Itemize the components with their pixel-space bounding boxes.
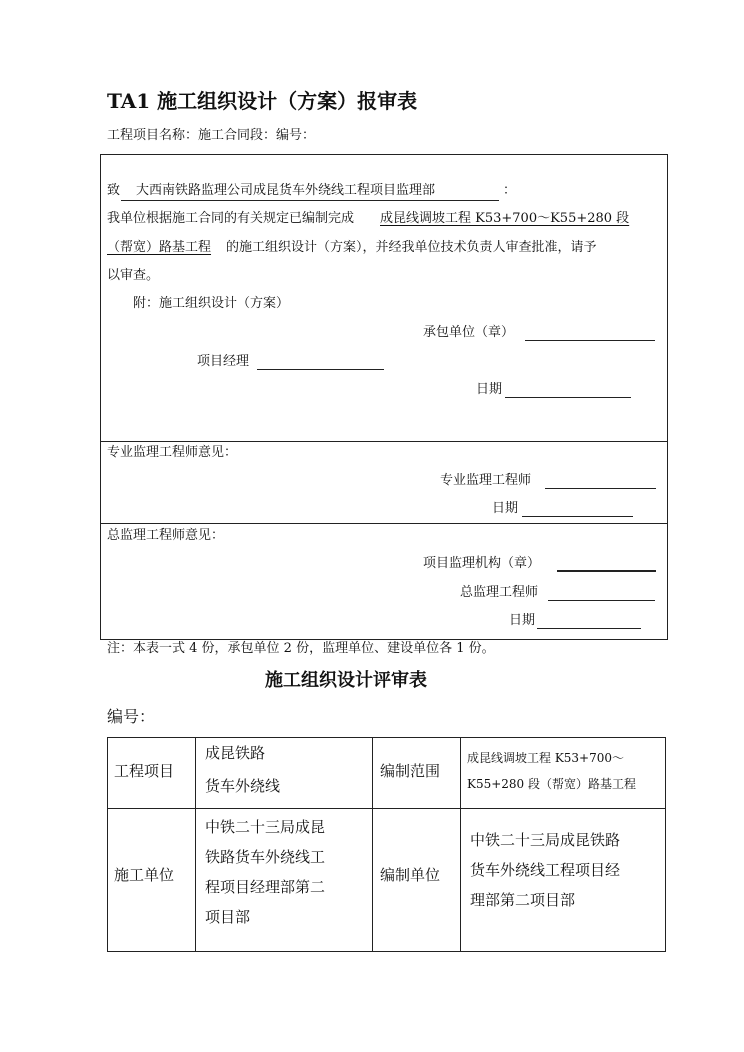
contractor-signature-line[interactable] — [525, 340, 655, 341]
date-label: 日期 — [509, 613, 536, 628]
body-scope: （帮宽）路基工程 — [107, 240, 212, 255]
contractor-label: 承包单位（章） — [423, 325, 515, 340]
divider — [100, 441, 667, 442]
header-contractor: 施工单位 — [114, 866, 175, 884]
spec-engineer-label: 专业监理工程师 — [440, 473, 532, 488]
org-signature-line[interactable] — [557, 570, 656, 572]
body-scope: 成昆线调坡工程 K53+700～K55+280 段 — [380, 211, 630, 226]
to-prefix: 致 — [107, 183, 121, 198]
chief-engineer-label: 总监理工程师 — [460, 585, 539, 600]
date-line[interactable] — [537, 628, 641, 629]
scope-value: 成昆线调坡工程 K53+700～ — [467, 751, 625, 765]
chief-signature-line[interactable] — [548, 600, 655, 601]
row-divider — [107, 808, 665, 809]
divider — [100, 523, 667, 524]
page-title: TA1 施工组织设计（方案）报审表 — [107, 89, 418, 113]
contractor-value — [205, 812, 325, 932]
text-line: 项目部 — [205, 908, 251, 926]
author-unit-value — [470, 825, 620, 915]
attachment-text: 附：施工组织设计（方案） — [133, 296, 290, 311]
date-line[interactable] — [522, 516, 633, 517]
project-value: 成昆铁路 — [205, 744, 266, 762]
project-info-line: 工程项目名称：施工合同段：编号： — [107, 128, 316, 143]
body-text: 的施工组织设计（方案），并经我单位技术负责人审查批准，请予 — [226, 240, 597, 255]
text-line: 铁路货车外绕线工 — [205, 848, 326, 866]
spec-opinion-label: 专业监理工程师意见： — [107, 445, 238, 460]
date-label: 日期 — [492, 501, 519, 516]
project-value: 货车外绕线 — [205, 777, 281, 795]
pm-signature-line[interactable] — [257, 369, 384, 370]
text-line: 中铁二十三局成昆 — [205, 818, 326, 836]
note: 注：本表一式 4 份，承包单位 2 份，监理单位、建设单位各 1 份。 — [107, 641, 495, 656]
colon: ： — [503, 183, 517, 198]
col-divider — [460, 737, 461, 951]
header-author-unit: 编制单位 — [380, 866, 441, 884]
pm-label: 项目经理 — [197, 354, 250, 369]
recipient-name: 大西南铁路监理公司成昆货车外绕线工程项目监理部 — [136, 183, 436, 198]
text-line: 程项目经理部第二 — [205, 878, 326, 896]
col-divider — [195, 737, 196, 951]
date-line[interactable] — [505, 397, 631, 398]
spec-signature-line[interactable] — [545, 488, 656, 489]
col-divider — [372, 737, 373, 951]
body-text: 我单位根据施工合同的有关规定已编制完成 — [107, 211, 355, 226]
number-label: 编号： — [107, 707, 156, 726]
text-line: 理部第二项目部 — [470, 891, 576, 909]
body-text: 以审查。 — [107, 268, 160, 283]
scope-value: K55+280 段（帮宽）路基工程 — [467, 777, 637, 791]
text-line: 中铁二十三局成昆铁路 — [470, 831, 621, 849]
header-scope: 编制范围 — [380, 762, 441, 780]
org-label: 项目监理机构（章） — [423, 556, 541, 571]
text-line: 货车外绕线工程项目经 — [470, 861, 621, 879]
underline — [121, 200, 499, 201]
chief-opinion-label: 总监理工程师意见： — [107, 528, 225, 543]
date-label: 日期 — [476, 382, 503, 397]
section-title: 施工组织设计评审表 — [265, 670, 427, 691]
header-project: 工程项目 — [114, 762, 175, 780]
